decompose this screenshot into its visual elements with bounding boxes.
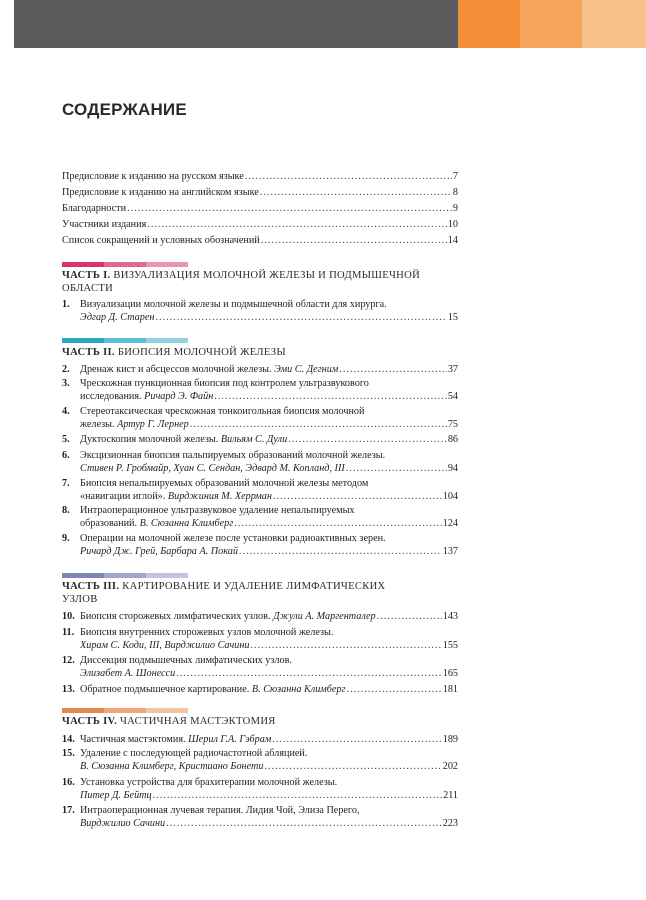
- part-color-stripe: [104, 338, 146, 343]
- chapter-line: [80, 363, 338, 376]
- chapter-number: 2.: [62, 364, 70, 375]
- toc-entry-title: Предисловие к изданию на английском языке: [62, 187, 259, 198]
- part-color-stripe: [104, 573, 146, 578]
- chapter-page: 189: [442, 734, 458, 745]
- part-title-line1: КАРТИРОВАНИЕ И УДАЛЕНИЕ ЛИМФАТИЧЕСКИХ: [122, 581, 386, 592]
- part-label: ЧАСТЬ III.: [62, 581, 120, 592]
- part-color-stripe: [104, 262, 146, 267]
- part-title-line2: ОБЛАСТИ: [62, 282, 114, 294]
- chapter-title-part: железы.: [80, 419, 118, 430]
- chapter-title-part: Биопсия сторожевых лимфатических узлов.: [80, 611, 274, 622]
- dot-leader: [260, 186, 452, 199]
- chapter-title: Удаление с последующей радиочастотной абляцией.: [80, 748, 308, 759]
- chapter-authors: Шерил Г.А. Гэбрам: [188, 734, 272, 745]
- dot-leader: [377, 610, 442, 623]
- part-heading: [62, 270, 462, 295]
- toc-entry-page: 9: [452, 203, 458, 214]
- header-accent-2: [520, 0, 582, 48]
- chapter-authors: Вирджиния М. Херрман: [167, 491, 272, 502]
- dot-leader: [264, 760, 441, 773]
- dot-leader: [239, 545, 442, 558]
- chapter-title: Интраоперационное ультразвуковое удаление непальпируемых: [80, 505, 355, 516]
- chapter-entry[interactable]: [80, 311, 458, 324]
- chapter-page: 181: [442, 684, 458, 695]
- chapter-authors: В. Сюзанна Климберг: [139, 518, 234, 529]
- dot-leader: [234, 517, 441, 530]
- toc-entry-page: 10: [447, 219, 458, 230]
- chapter-entry[interactable]: [80, 490, 458, 503]
- chapter-authors: В. Сюзанна Климберг, Кристиано Бонети: [80, 761, 264, 772]
- chapter-number: 15.: [62, 748, 75, 759]
- part-color-stripe: [62, 262, 104, 267]
- chapter-page: 54: [447, 391, 458, 402]
- part-color-stripe: [146, 708, 188, 713]
- chapter-page: 75: [447, 419, 458, 430]
- chapter-entry[interactable]: [80, 545, 458, 558]
- part-color-stripe: [146, 262, 188, 267]
- toc-entry[interactable]: [62, 234, 458, 247]
- chapter-entry[interactable]: [80, 433, 458, 446]
- chapter-entry[interactable]: [80, 610, 458, 623]
- toc-entry-title: Участники издания: [62, 219, 147, 230]
- chapter-page: 37: [447, 364, 458, 375]
- chapter-title: Установка устройства для брахитерапии молочной железы.: [80, 777, 338, 788]
- chapter-authors: Вильям С. Дули: [220, 434, 288, 445]
- part-color-stripe: [104, 708, 146, 713]
- chapter-page: 86: [447, 434, 458, 445]
- chapter-title: Визуализации молочной железы и подмышечной области для хирурга.: [80, 299, 387, 310]
- chapter-entry[interactable]: [80, 462, 458, 475]
- chapter-authors: Вирджилио Сачини: [80, 818, 166, 829]
- chapter-number: 13.: [62, 684, 75, 695]
- chapter-entry[interactable]: [80, 760, 458, 773]
- dot-leader: [272, 733, 441, 746]
- part-color-stripe: [146, 338, 188, 343]
- chapter-line: [80, 610, 376, 623]
- toc-entry-title: Благодарности: [62, 203, 127, 214]
- chapter-line: [80, 517, 233, 530]
- chapter-entry[interactable]: [80, 390, 458, 403]
- chapter-authors: Стивен Р. Гробмайр, Хуан С. Сендан, Эдвард М. Копланд, III: [80, 463, 345, 474]
- chapter-line: [80, 462, 345, 475]
- chapter-number: 9.: [62, 533, 70, 544]
- dot-leader: [155, 311, 446, 324]
- chapter-entry[interactable]: [80, 817, 458, 830]
- chapter-number: 8.: [62, 505, 70, 516]
- dot-leader: [214, 390, 447, 403]
- dot-leader: [251, 639, 442, 652]
- header-accent-3: [582, 0, 646, 48]
- header-accent-1: [458, 0, 520, 48]
- part-title-line1: ВИЗУАЛИЗАЦИЯ МОЛОЧНОЙ ЖЕЛЕЗЫ И ПОДМЫШЕЧНОЙ: [113, 270, 421, 281]
- chapter-page: 165: [442, 668, 458, 679]
- chapter-line: [80, 545, 238, 558]
- toc-entry-title: Предисловие к изданию на русском языке: [62, 171, 244, 182]
- chapter-line: [80, 667, 175, 680]
- chapter-page: 15: [447, 312, 458, 323]
- part-title-line1: ЧАСТИЧНАЯ МАСТЭКТОМИЯ: [119, 716, 276, 727]
- chapter-authors: Элизабет А. Шонесси: [80, 668, 176, 679]
- chapter-entry[interactable]: [80, 418, 458, 431]
- chapter-authors: Ричард Э. Файн: [144, 391, 214, 402]
- dot-leader: [339, 363, 447, 376]
- toc-entry-page: 8: [452, 187, 458, 198]
- dot-leader: [245, 170, 452, 183]
- chapter-authors: Артур Г. Лернер: [117, 419, 189, 430]
- chapter-entry[interactable]: [80, 517, 458, 530]
- part-color-stripe: [62, 573, 104, 578]
- dot-leader: [346, 462, 447, 475]
- dot-leader: [147, 218, 447, 231]
- chapter-page: 143: [442, 611, 458, 622]
- chapter-authors: Джули А. Маргенталер: [273, 611, 376, 622]
- chapter-line: [80, 639, 250, 652]
- dot-leader: [190, 418, 447, 431]
- chapter-number: 5.: [62, 434, 70, 445]
- chapter-authors: Ричард Дж. Грей, Барбара А. Покай: [80, 546, 238, 557]
- dot-leader: [153, 789, 442, 802]
- dot-leader: [127, 202, 452, 215]
- chapter-title: Эксцизионная биопсия пальпируемых образований молочной железы.: [80, 450, 386, 461]
- toc-entry[interactable]: [62, 218, 458, 231]
- chapter-page: 202: [442, 761, 458, 772]
- chapter-title-part: Обратное подмышечное картирование.: [80, 684, 252, 695]
- chapter-line: [80, 490, 272, 503]
- part-label: ЧАСТЬ I.: [62, 270, 111, 281]
- chapter-authors: Хирам С. Коди, III, Вирджилио Сачини: [80, 640, 250, 651]
- page-title: СОДЕРЖАНИЕ: [62, 100, 187, 119]
- part-color-stripe: [62, 708, 104, 713]
- chapter-number: 17.: [62, 805, 75, 816]
- toc-entry[interactable]: [62, 186, 458, 199]
- chapter-title-part: Дуктоскопия молочной железы.: [80, 434, 221, 445]
- part-heading: [62, 581, 462, 606]
- part-color-stripe: [62, 338, 104, 343]
- chapter-line: [80, 311, 154, 324]
- chapter-line: [80, 433, 287, 446]
- chapter-title: Диссекция подмышечных лимфатических узлов.: [80, 655, 292, 666]
- chapter-page: 124: [442, 518, 458, 529]
- chapter-authors: Эми С. Дегним: [274, 364, 339, 375]
- toc-entry[interactable]: [62, 170, 458, 183]
- part-heading: [62, 347, 462, 360]
- toc-entry-page: 7: [452, 171, 458, 182]
- chapter-title-part: Частичная мастэктомия.: [80, 734, 189, 745]
- chapter-title-part: образований.: [80, 518, 140, 529]
- chapter-page: 104: [442, 491, 458, 502]
- chapter-authors: В. Сюзанна Климберг: [251, 684, 346, 695]
- chapter-line: [80, 733, 271, 746]
- chapter-number: 14.: [62, 734, 75, 745]
- part-title-line2: УЗЛОВ: [62, 593, 98, 605]
- dot-leader: [273, 490, 442, 503]
- chapter-authors: Питер Д. Бейтц: [80, 790, 152, 801]
- part-title-line1: БИОПСИЯ МОЛОЧНОЙ ЖЕЛЕЗЫ: [117, 347, 286, 358]
- chapter-title: Биопсия внутренних сторожевых узлов молочной железы.: [80, 627, 334, 638]
- chapter-number: 11.: [62, 627, 75, 638]
- part-heading: [62, 716, 462, 729]
- chapter-entry[interactable]: [80, 639, 458, 652]
- chapter-number: 12.: [62, 655, 75, 666]
- chapter-entry[interactable]: [80, 683, 458, 696]
- chapter-page: 94: [447, 463, 458, 474]
- part-label: ЧАСТЬ II.: [62, 347, 115, 358]
- chapter-entry[interactable]: [80, 789, 458, 802]
- chapter-number: 10.: [62, 611, 75, 622]
- chapter-page: 211: [443, 790, 458, 801]
- part-color-stripe: [146, 573, 188, 578]
- chapter-number: 1.: [62, 299, 70, 310]
- chapter-title: Стереотаксическая чрескожная тонкоигольная биопсия молочной: [80, 406, 365, 417]
- chapter-page: 137: [442, 546, 458, 557]
- chapter-title: Биопсия непальпируемых образований молочной железы методом: [80, 478, 369, 489]
- chapter-line: [80, 390, 213, 403]
- chapter-line: [80, 789, 152, 802]
- chapter-title-part: «навигации иглой».: [80, 491, 168, 502]
- dot-leader: [166, 817, 442, 830]
- chapter-number: 6.: [62, 450, 70, 461]
- chapter-line: [80, 418, 189, 431]
- chapter-entry[interactable]: [80, 733, 458, 746]
- chapter-title-part: Дренаж кист и абсцессов молочной железы.: [80, 364, 275, 375]
- chapter-entry[interactable]: [80, 667, 458, 680]
- chapter-number: 7.: [62, 478, 70, 489]
- chapter-title: Операции на молочной железе после установки радиоактивных зерен.: [80, 533, 386, 544]
- chapter-line: [80, 817, 165, 830]
- dot-leader: [176, 667, 441, 680]
- chapter-authors: Эдгар Д. Старен: [80, 312, 155, 323]
- chapter-number: 3.: [62, 378, 70, 389]
- dot-leader: [288, 433, 447, 446]
- chapter-entry[interactable]: [80, 363, 458, 376]
- chapter-title-part: исследования.: [80, 391, 145, 402]
- dot-leader: [347, 683, 442, 696]
- part-label: ЧАСТЬ IV.: [62, 716, 118, 727]
- toc-entry-page: 14: [447, 235, 458, 246]
- chapter-line: [80, 760, 263, 773]
- chapter-number: 16.: [62, 777, 75, 788]
- chapter-title: Интраоперационная лучевая терапия. Лидия Чой, Элиза Перего,: [80, 805, 360, 816]
- chapter-page: 223: [442, 818, 458, 829]
- chapter-line: [80, 683, 346, 696]
- chapter-title: Чрескожная пункционная биопсия под контролем ультразвукового: [80, 378, 369, 389]
- chapter-number: 4.: [62, 406, 70, 417]
- toc-entry[interactable]: [62, 202, 458, 215]
- dot-leader: [261, 234, 447, 247]
- toc-entry-title: Список сокращений и условных обозначений: [62, 235, 260, 246]
- chapter-page: 155: [442, 640, 458, 651]
